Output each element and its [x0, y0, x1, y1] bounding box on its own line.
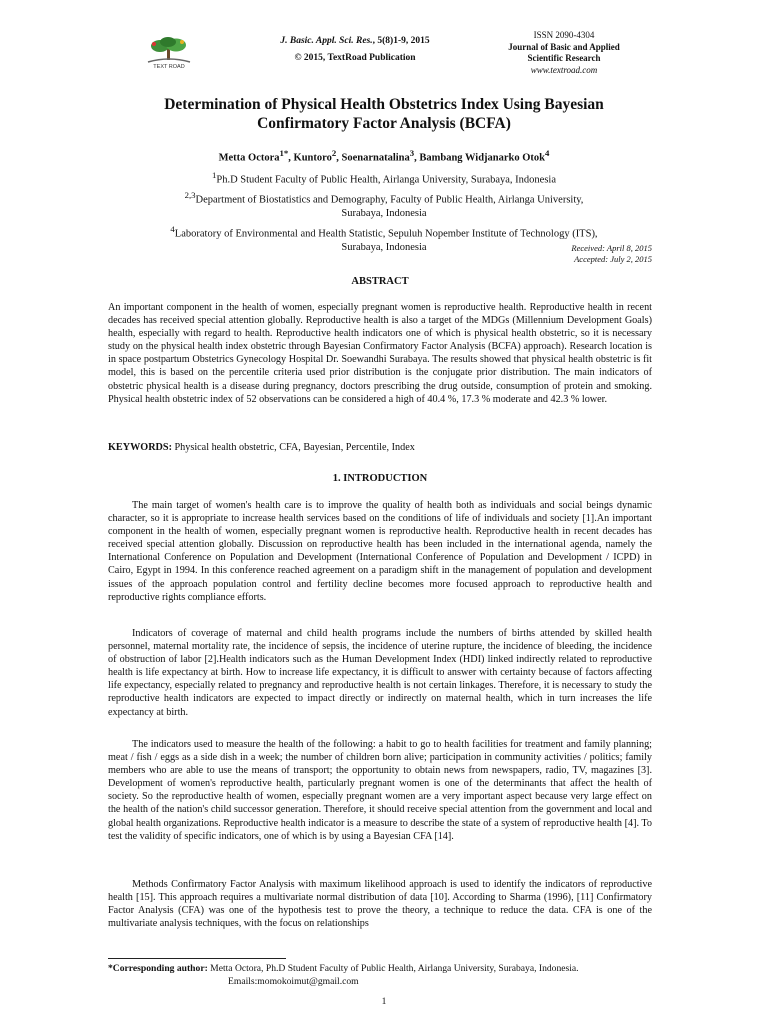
corresponding-author-footnote — [108, 963, 656, 988]
affiliation-3-city: Surabaya, Indonesia — [341, 242, 427, 254]
journal-name-line2: Scientific Research — [527, 53, 601, 63]
author-1-sup: 1* — [279, 148, 289, 158]
footnote-email[interactable]: Emails:momokoimut@gmail.com — [228, 975, 359, 987]
keywords-line — [108, 442, 652, 453]
author-list — [110, 148, 658, 164]
author-3-sup: 3 — [409, 148, 415, 158]
affiliation-2: Department of Biostatistics and Demography, Faculty of Public Health, Airlanga University, — [195, 194, 584, 206]
keywords-list: Physical health obstetric, CFA, Bayesian, Percentile, Index — [171, 442, 415, 453]
affiliation-3-sup: 4 — [170, 223, 175, 234]
intro-paragraph-3: The indicators used to measure the health of the following: a habit to go to health facilities for treatment and family planning; meat / fish / eggs as a side dish in a week; the number of children born alive; participation in community activities / politics; family members who are able to use the means of transport; the opportunity to obtain news from newspapers, radio, TV, magazines [3]. Development of women's reproductive health, particularly pregnant women is one of the determinants that affect the health of society. So the reproductive health of women, especially pregnant women are a very important aspect because very large effect on the health of the nation's child successor generation. Therefore, it should receive special attention from the government and local and global health organizations. Reproductive health indicator is a measure to describe the state of a system of reproductive health [4]. To test the validity of specific indicators, one of which is by using a Bayesian CFA [14]. — [108, 739, 652, 842]
journal-citation: J. Basic. Appl. Sci. Res. — [280, 36, 373, 46]
accepted-date: Accepted: July 2, 2015 — [574, 253, 652, 264]
textroad-logo — [138, 36, 200, 70]
introduction-heading: 1. INTRODUCTION — [332, 473, 428, 484]
affiliation-3: Laboratory of Environmental and Health Statistic, Sepuluh Nopember Institute of Technology (ITS), — [174, 228, 598, 240]
author-4: , Bambang Widjanarko Otok — [414, 152, 546, 164]
issn: ISSN 2090-4304 — [533, 30, 595, 40]
author-2-sup: 2 — [331, 148, 337, 158]
tree-logo-icon — [138, 36, 200, 70]
footnote-label: *Corresponding author: — [108, 963, 208, 974]
copyright-line: © 2015, TextRoad Publication — [294, 53, 416, 63]
header-citation-block — [250, 33, 460, 67]
affiliation-1: Ph.D Student Faculty of Public Health, Airlanga University, Surabaya, Indonesia — [216, 174, 556, 186]
header-journal-block — [480, 30, 648, 76]
paper-title — [110, 95, 658, 133]
affiliation-2-sup: 2,3 — [184, 189, 196, 200]
journal-url[interactable]: www.textroad.com — [530, 64, 598, 75]
intro-paragraph-4: Methods Confirmatory Factor Analysis with maximum likelihood approach is used to identify the indicators of reproductive health [15]. This approach requires a multivariate normal distribution of data [10]. According to Sharma (1996), [11] Confirmatory Factor Analysis (CFA) was one of the hypothesis test to prove the theory, a technique to reduce the data. CFA is one of the multivariate analysis techniques, with the focus on relationships — [108, 879, 652, 930]
abstract-heading: ABSTRACT — [351, 276, 409, 287]
author-3: , Soenarnatalina — [336, 152, 410, 164]
abstract-text: An important component in the health of women, especially pregnant women is reproductive health. Reproductive health in recent decades has received special attention globally. Reproductive health is also a target of the MDGs (Millennium Development Goals) health, especially with regard to health. Reproductive health indicators one of which is physical health obstetric, so it is necessary study on the physical health index obstetric through Bayesian Confirmatory Factor Analysis (BCFA) approach). Research location is in space postpartum Obstetrics Gynecology Hospital Dr. Soewandhi Surabaya. The results showed that physical health obstetric is fit model, this is based on the percentile criteria used prior distribution is the conjugate prior distribution. The main indicators of obstetric physical health is a disease during pregnancy, doctors prescribing the drug outside, consumption of protein and smoking. Physical health obstetric index of 52 observations can be considered a high of 40.4 %, 17.3 % moderate and 42.3 % lower. — [108, 302, 652, 405]
paper-title-line1: Determination of Physical Health Obstetrics Index Using Bayesian — [164, 96, 604, 113]
author-4-sup: 4 — [545, 148, 550, 158]
footnote-divider — [108, 958, 286, 959]
journal-name-line1: Journal of Basic and Applied — [508, 41, 620, 52]
paper-title-line2: Confirmatory Factor Analysis (BCFA) — [257, 115, 511, 132]
journal-citation-volume: , 5(8)1-9, 2015 — [372, 36, 430, 46]
received-date: Received: April 8, 2015 — [571, 243, 652, 253]
intro-paragraph-1: The main target of women's health care is to improve the quality of health both as individuals and social beings dynamic character, so it is appropriate to increase health services based on the conditions of life of individuals and society [1].An important component in the health of women, especially pregnant women is reproductive health. Reproductive health in recent decades has received special attention globally. Discussion on reproductive health has been included in the international agenda, namely the International Conference on Population and Development (International Conference of Population and Development / ICPD) in Cairo, Egypt in 1994. In this conference reached agreement on a paradigm shift in the management of population and development issues of the approach population control and fertility decline becomes more focused approach to reproductive health and reproductive rights compliance efforts. — [108, 500, 652, 603]
keywords-label: KEYWORDS: — [108, 442, 172, 453]
affiliation-2-city: Surabaya, Indonesia — [341, 208, 427, 220]
logo-text: TEXT ROAD — [153, 64, 185, 70]
footnote-text: Metta Octora, Ph.D Student Faculty of Public Health, Airlanga University, Surabaya, Indonesia. — [207, 963, 579, 974]
page-number: 1 — [381, 997, 387, 1007]
author-2: , Kuntoro — [288, 152, 332, 164]
received-accepted-dates — [460, 243, 652, 264]
affiliation-1-sup: 1 — [211, 170, 217, 180]
author-1: Metta Octora — [218, 152, 280, 164]
intro-paragraph-2: Indicators of coverage of maternal and child health programs include the numbers of births attended by skilled health personnel, maternal mortality rate, the incidence of sepsis, the incidence of uterine rupture, the incidence of bleeding, the incidence of obstruction of labor [2].Health indicators such as the Human Development Index (HDI) linked indirectly related to reproductive health is life expectancy at birth. How to increase life expectancy, it is difficult to answer with certainty because of factors affecting life expectancy, especially related to pregnancy and reproductive health is not certain linkages. Therefore, it is necessary to study the reproductive health indicators are expected to impact directly or indirectly on maternal health, which in turn increases the life expectancy at birth. — [108, 628, 652, 718]
